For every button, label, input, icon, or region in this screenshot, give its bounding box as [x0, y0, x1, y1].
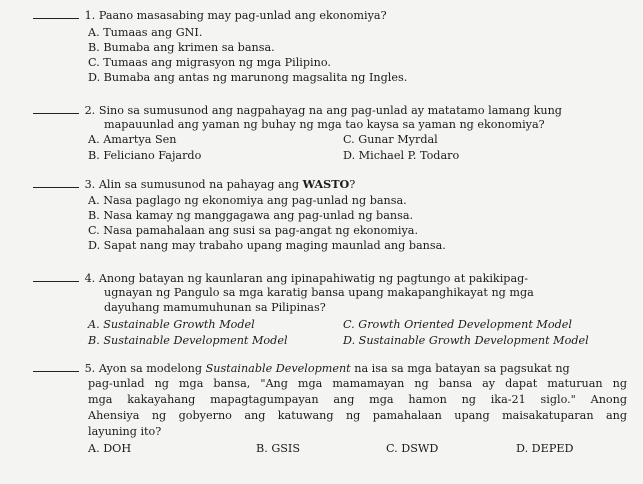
q1-option-c: C. Tumaas ang migrasyon ng mga Pilipino. [88, 56, 331, 69]
q3-option-d: D. Sapat nang may trabaho upang maging maunlad ang bansa. [88, 239, 446, 252]
q2-option-c: C. Gunar Myrdal [343, 133, 438, 146]
q1-option-d: D. Bumaba ang antas ng marunong magsalita ng Ingles. [88, 71, 408, 84]
q1-option-b: B. Bumaba ang krimen sa bansa. [88, 41, 275, 54]
q4-option-b: B. Sustainable Development Model [88, 334, 288, 347]
answer-blank-5[interactable] [33, 361, 79, 372]
question-4 [33, 271, 528, 285]
q5-option-c: C. DSWD [386, 442, 439, 455]
question-4-line-2: ugnayan ng Pangulo sa mga karatig bansa upang makapanghikayat ng mga [104, 286, 534, 299]
q5-option-a: A. DOH [88, 442, 132, 455]
q2-option-d: D. Michael P. Todaro [343, 149, 460, 162]
q5-option-b: B. GSIS [256, 442, 301, 455]
question-5-number: 5. [84, 362, 96, 375]
question-5 [33, 361, 570, 375]
q4-option-c: C. Growth Oriented Development Model [343, 318, 572, 331]
question-2 [33, 103, 562, 117]
question-3-mark: ? [349, 178, 356, 191]
question-2-number: 2. [84, 104, 96, 117]
question-2-line-2: mapauunlad ang yaman ng buhay ng mga tao kaysa sa yaman ng ekonomiya? [104, 118, 545, 131]
question-5-line-5: layuning ito? [88, 425, 162, 438]
question-1-number: 1. [84, 9, 96, 22]
answer-blank-3[interactable] [33, 177, 79, 188]
question-4-line-3: dayuhang mamumuhunan sa Pilipinas? [104, 301, 326, 314]
q3-option-a: A. Nasa paglago ng ekonomiya ang pag-unlad ng bansa. [88, 194, 407, 207]
question-1-text: Paano masasabing may pag-unlad ang ekonomiya? [98, 9, 387, 22]
question-5-line-2: pag-unlad ng mga bansa, "Ang mga mamamayan ng bansa ay dapat maturuan ng [88, 377, 627, 390]
answer-blank-2[interactable] [33, 103, 79, 114]
answer-blank-4[interactable] [33, 271, 79, 282]
question-3-emphasis: WASTO [302, 177, 350, 191]
question-3-number: 3. [84, 178, 96, 191]
question-5-line-1-end: na isa sa mga batayan sa pagsukat ng [354, 362, 570, 375]
question-1 [33, 8, 387, 22]
q2-option-a: A. Amartya Sen [88, 133, 177, 146]
question-4-line-1: Anong batayan ng kaunlaran ang ipinapahiwatig ng pagtungo at pakikipag- [98, 272, 529, 285]
question-3-text: Alin sa sumusunod na pahayag ang [98, 178, 300, 191]
question-5-line-3: mga kakayahang mapagtagumpayan ang mga hamon ng ika-21 siglo." Anong [88, 393, 627, 406]
question-5-line-4: Ahensiya ng gobyerno ang katuwang ng pamahalaan upang maisakatuparan ang [88, 409, 627, 422]
question-5-model-name: Sustainable Development [205, 362, 351, 375]
question-2-line-1: Sino sa sumusunod ang nagpahayag na ang pag-unlad ay matatamo lamang kung [98, 104, 562, 117]
q4-option-d: D. Sustainable Growth Development Model [343, 334, 589, 347]
q3-option-c: C. Nasa pamahalaan ang susi sa pag-angat ng ekonomiya. [88, 224, 419, 237]
q3-option-b: B. Nasa kamay ng manggagawa ang pag-unlad ng bansa. [88, 209, 414, 222]
question-3 [33, 177, 355, 191]
question-4-number: 4. [84, 272, 96, 285]
q4-option-a: A. Sustainable Growth Model [88, 318, 255, 331]
answer-blank-1[interactable] [33, 8, 79, 19]
q2-option-b: B. Feliciano Fajardo [88, 149, 202, 162]
q1-option-a: A. Tumaas ang GNI. [88, 26, 203, 39]
q5-option-d: D. DEPED [516, 442, 574, 455]
question-5-line-1-start: Ayon sa modelong [98, 362, 203, 375]
